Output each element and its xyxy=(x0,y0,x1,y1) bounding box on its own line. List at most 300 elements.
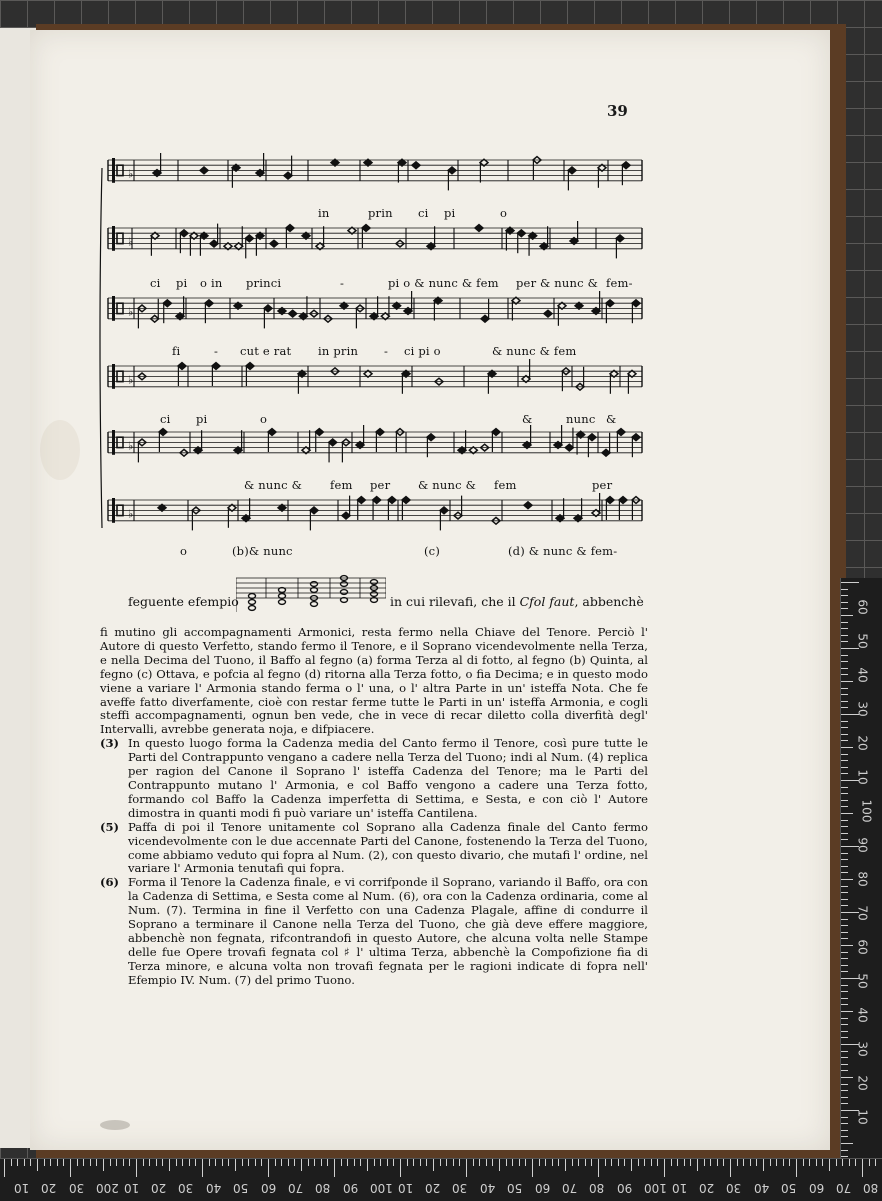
note-head xyxy=(448,167,456,174)
note-paragraph xyxy=(100,876,648,987)
ruler-tick xyxy=(836,1159,837,1166)
lyric-syllable: ci xyxy=(418,206,429,220)
ruler-tick xyxy=(704,1159,705,1166)
ruler-label: 70 xyxy=(856,905,870,920)
lyric-syllable: princi xyxy=(246,276,281,290)
ruler-tick xyxy=(162,1159,163,1166)
example-line xyxy=(128,586,658,626)
note-head xyxy=(617,429,625,436)
ruler-tick xyxy=(611,1159,612,1166)
lyric-syllable: - xyxy=(214,344,218,358)
ruler-label: 20 xyxy=(699,1181,714,1195)
ruler-tick xyxy=(841,668,848,669)
ruler-label: 10 xyxy=(672,1181,687,1195)
note-head xyxy=(565,444,573,451)
ruler-tick xyxy=(841,1090,848,1091)
ruler-tick xyxy=(743,1159,744,1166)
ruler-tick xyxy=(841,965,848,966)
ruler-tick xyxy=(677,1159,678,1166)
note-head xyxy=(619,497,627,504)
ruler-label: 10 xyxy=(14,1181,29,1195)
ruler-tick xyxy=(841,932,848,933)
note-text: In questo luogo forma la Cadenza media del Canto fermo il Tenore, così pure tutte le Parti del Contrappunto vengano a cadere nella Terza del Tuono; indi al Num. (4) replica per ragion del Canone il Soprano l' isteffa Cadenza del Tenore; ma le Parti del Contrappunto mutano l' Armonia, e col Baffo vengono a cadere una Terza fotto, formando col Baffo la Cadenza imperfetta di Settima, e Sesta, e con ciò l' Autore dimostra in quanti modi fi può variare un' isteffa Cantilena. xyxy=(128,736,648,820)
ruler-tick xyxy=(671,1159,672,1166)
ruler-tick xyxy=(110,1159,111,1166)
ruler-tick xyxy=(565,1159,566,1171)
note-head xyxy=(475,225,483,232)
ruler-tick xyxy=(841,839,848,840)
ruler-tick xyxy=(841,859,848,860)
note-head xyxy=(524,502,532,509)
ruler-tick xyxy=(841,872,848,873)
note-head xyxy=(481,315,489,322)
ruler-tick xyxy=(631,1159,632,1171)
note-number: (3) xyxy=(100,737,119,751)
flat-sign: ♭ xyxy=(128,508,133,521)
ruler-tick xyxy=(453,1159,454,1166)
ruler-tick xyxy=(156,1159,157,1166)
ruler-tick xyxy=(841,820,848,821)
ruler-tick xyxy=(209,1159,210,1166)
ruler-label: 100 xyxy=(644,1181,667,1195)
ruler-label: 20 xyxy=(425,1181,440,1195)
lyric-syllable: ci xyxy=(160,412,171,426)
ruler-tick xyxy=(37,1159,38,1171)
ruler-tick xyxy=(841,793,848,794)
ruler-tick xyxy=(841,1031,848,1032)
ruler-tick xyxy=(841,734,848,735)
ruler-tick xyxy=(638,1159,639,1166)
ruler-label: 50 xyxy=(507,1181,522,1195)
ruler-tick xyxy=(624,1159,625,1166)
clef-mark xyxy=(112,158,115,183)
lyric-syllable: cut e rat xyxy=(240,344,291,358)
ruler-tick xyxy=(841,674,848,675)
note-text: Paffa di poi il Tenore unitamente col Soprano alla Cadenza finale del Canto fermo vicendevolmente con le due accennate Parti del Canone, fostenendo la Terza del Tuono, come abbiamo veduto qui fopra al Num. (2), con questo divario, che mutafi l' ordine, nel variare l' Armonia tenutafi qui fopra. xyxy=(128,820,648,876)
ruler-tick xyxy=(90,1159,91,1166)
note-head xyxy=(284,172,292,179)
ruler-tick xyxy=(841,595,848,596)
ruler-tick xyxy=(268,1159,269,1177)
ruler-tick xyxy=(123,1159,124,1166)
ruler-tick xyxy=(841,727,848,728)
note-head xyxy=(246,363,254,370)
note-head xyxy=(427,434,435,441)
ruler-label: 50 xyxy=(233,1181,248,1195)
ruler-tick xyxy=(723,1159,724,1166)
ruler-tick xyxy=(143,1159,144,1166)
ruler-tick xyxy=(598,1159,599,1177)
lyric-syllable: (c) xyxy=(424,544,440,558)
ruler-tick xyxy=(841,1077,853,1078)
ruler-tick xyxy=(374,1159,375,1166)
ruler-tick xyxy=(841,1057,848,1058)
ruler-tick xyxy=(327,1159,328,1166)
ruler-label: 10 xyxy=(856,769,870,784)
ruler-tick xyxy=(737,1159,738,1166)
ruler-tick xyxy=(539,1159,540,1166)
ruler-label: 30 xyxy=(69,1181,84,1195)
ruler-tick xyxy=(129,1159,130,1166)
ruler-tick xyxy=(459,1159,460,1166)
lyric-syllable: & nunc & xyxy=(244,478,302,492)
ruler-tick xyxy=(149,1159,150,1166)
lyric-syllable: o xyxy=(260,412,267,426)
ruler-tick xyxy=(17,1159,18,1166)
ruler-tick xyxy=(684,1159,685,1166)
ruler-tick xyxy=(552,1159,553,1166)
ruler-label: 10 xyxy=(124,1181,139,1195)
lyric-syllable: per xyxy=(516,276,536,290)
ruler-label: 10 xyxy=(398,1181,413,1195)
ruler-tick xyxy=(103,1159,104,1171)
ruler-label: 60 xyxy=(856,939,870,954)
ruler-tick xyxy=(862,1159,863,1177)
ruler-tick xyxy=(841,622,848,623)
flat-sign: ♭ xyxy=(128,440,133,453)
ruler-tick xyxy=(281,1159,282,1166)
ruler-tick xyxy=(841,635,848,636)
ruler-label: 80 xyxy=(863,1181,878,1195)
ruler-tick xyxy=(314,1159,315,1166)
example-lead-text: feguente efempio xyxy=(128,594,239,609)
ruler-label: 20 xyxy=(151,1181,166,1195)
ruler-tick xyxy=(841,681,853,682)
ruler-tick xyxy=(750,1159,751,1166)
ruler-tick xyxy=(697,1159,698,1171)
ruler-label: 30 xyxy=(726,1181,741,1195)
ruler-tick xyxy=(347,1159,348,1166)
ruler-tick xyxy=(605,1159,606,1166)
ruler-tick xyxy=(841,1018,848,1019)
ruler-tick xyxy=(875,1159,876,1166)
ruler-tick xyxy=(756,1159,757,1166)
note-head xyxy=(440,507,448,514)
ruler-label: 70 xyxy=(288,1181,303,1195)
ruler-label: 90 xyxy=(343,1181,358,1195)
clef-mark xyxy=(112,364,115,389)
ruler-tick xyxy=(585,1159,586,1166)
ruler-tick xyxy=(466,1159,467,1177)
ruler-tick xyxy=(789,1159,790,1166)
ruler-tick xyxy=(354,1159,355,1166)
ruler-tick xyxy=(242,1159,243,1166)
note-head xyxy=(268,429,276,436)
ruler-tick xyxy=(572,1159,573,1166)
lyric-syllable: & nunc & xyxy=(540,276,598,290)
ruler-tick xyxy=(841,787,848,788)
system-brace xyxy=(100,168,102,528)
ruler-tick xyxy=(816,1159,817,1166)
ruler-tick xyxy=(393,1159,394,1166)
lyric-syllable: pi xyxy=(196,412,207,426)
note-head xyxy=(376,429,384,436)
ruler-tick xyxy=(841,655,848,656)
ruler-tick xyxy=(195,1159,196,1166)
ruler-tick xyxy=(525,1159,526,1166)
ruler-tick xyxy=(841,886,848,887)
ruler-tick xyxy=(841,688,848,689)
clef-mark xyxy=(112,498,115,523)
ruler-tick xyxy=(841,773,848,774)
flat-sign: ♭ xyxy=(128,306,133,319)
lyric-syllable: per xyxy=(370,478,390,492)
ruler-label: 20 xyxy=(856,735,870,750)
note-head xyxy=(606,300,614,307)
ruler-tick xyxy=(841,958,848,959)
lyric-syllable: o in xyxy=(200,276,222,290)
note-head xyxy=(286,225,294,232)
ruler-label: 40 xyxy=(480,1181,495,1195)
note-head xyxy=(412,162,420,169)
lyric-syllable: pi xyxy=(444,206,455,220)
ruler-tick xyxy=(321,1159,322,1166)
ruler-tick xyxy=(189,1159,190,1166)
ruler-tick xyxy=(717,1159,718,1166)
ruler-tick xyxy=(360,1159,361,1166)
ruler-tick xyxy=(841,608,848,609)
ruler-label: 60 xyxy=(809,1181,824,1195)
ruler-label: 70 xyxy=(836,1181,851,1195)
note-head xyxy=(329,439,337,446)
page-stain xyxy=(100,1120,130,1130)
notes-list xyxy=(100,737,648,987)
note-text: Forma il Tenore la Cadenza finale, e vi corrifponde il Soprano, variando il Baffo, ora con la Cadenza di Settima, e Sesta come al Num. (6), ora con la Cadenza ordinaria, come al Num. (7). Termina in fine il Verfetto con una Cadenza Plagale, affine di condurre il Soprano a terminare il Canone nella Terza del Tuono, che già deve effere maggiore, abbenchè non fegnata, rifcontrandofi in questo Autore, che alcuna volta nelle Stampe delle fue Opere trovafi fegnata col ♯ l' ultima Terza, abbenchè la Compofizione fia di Terza minore, e alcuna volta non trovafi fegnata per le ragioni indicate di fopra nell' Efempio IV. Num. (7) del primo Tuono. xyxy=(128,875,648,986)
ruler-tick xyxy=(841,1011,853,1012)
flat-sign: ♭ xyxy=(128,374,133,387)
ruler-label: 80 xyxy=(856,871,870,886)
ruler-tick xyxy=(841,760,848,761)
ruler-tick xyxy=(841,1143,853,1144)
ruler-label: 200 xyxy=(96,1181,119,1195)
note-head xyxy=(315,429,323,436)
ruler-tick xyxy=(822,1159,823,1166)
note-head xyxy=(632,434,640,441)
ruler-tick xyxy=(841,892,848,893)
ruler-tick xyxy=(532,1159,533,1177)
ruler-tick xyxy=(841,641,848,642)
lyric-syllable: fem- xyxy=(606,276,633,290)
ruler-label: 30 xyxy=(452,1181,467,1195)
lyric-syllable: ci pi o xyxy=(404,344,441,358)
note-head xyxy=(602,449,610,456)
ruler-tick xyxy=(690,1159,691,1166)
ruler-tick xyxy=(829,1159,830,1171)
ruler-label: 90 xyxy=(617,1181,632,1195)
ruler-tick xyxy=(841,879,853,880)
ruler-tick xyxy=(657,1159,658,1166)
ruler-label: 50 xyxy=(781,1181,796,1195)
ruler-tick xyxy=(841,1037,848,1038)
bottom-ruler xyxy=(0,1158,882,1201)
ruler-tick xyxy=(841,991,848,992)
ruler-tick xyxy=(176,1159,177,1166)
note-head xyxy=(159,429,167,436)
note-head xyxy=(264,305,272,312)
ruler-tick xyxy=(841,971,848,972)
ruler-tick xyxy=(400,1159,401,1177)
ruler-tick xyxy=(308,1159,309,1166)
lyric-syllable: in xyxy=(318,206,330,220)
ruler-tick xyxy=(841,813,853,814)
note-head xyxy=(362,225,370,232)
ruler-tick xyxy=(440,1159,441,1166)
note-paragraph xyxy=(100,737,648,820)
ruler-tick xyxy=(841,1004,848,1005)
ruler-tick xyxy=(235,1159,236,1171)
ruler-tick xyxy=(341,1159,342,1166)
ruler-tick xyxy=(228,1159,229,1166)
ruler-tick xyxy=(519,1159,520,1166)
ruler-tick xyxy=(841,1070,848,1071)
ruler-tick xyxy=(24,1159,25,1166)
ruler-label: 40 xyxy=(856,1007,870,1022)
ruler-tick xyxy=(841,1084,848,1085)
ruler-tick xyxy=(407,1159,408,1166)
ruler-tick xyxy=(841,582,859,583)
ruler-label: 30 xyxy=(178,1181,193,1195)
ruler-tick xyxy=(849,1159,850,1166)
ruler-tick xyxy=(841,1150,848,1151)
note-head xyxy=(210,240,218,247)
ruler-tick xyxy=(255,1159,256,1166)
ruler-tick xyxy=(545,1159,546,1166)
ruler-label: 40 xyxy=(856,667,870,682)
lyric-syllable: (d) & nunc & fem- xyxy=(508,544,617,558)
ruler-label: 30 xyxy=(856,1041,870,1056)
note-head xyxy=(544,310,552,317)
ruler-tick xyxy=(770,1159,771,1166)
ruler-tick xyxy=(841,701,848,702)
ruler-tick xyxy=(96,1159,97,1166)
ruler-tick xyxy=(512,1159,513,1166)
ruler-tick xyxy=(796,1159,797,1177)
ruler-tick xyxy=(63,1159,64,1166)
note-head xyxy=(388,497,396,504)
ruler-tick xyxy=(288,1159,289,1166)
ruler-label: 20 xyxy=(41,1181,56,1195)
note-head xyxy=(289,310,297,317)
lyric-syllable: nunc xyxy=(566,412,595,426)
flat-sign: ♭ xyxy=(128,236,133,249)
ruler-tick xyxy=(730,1159,731,1177)
ruler-tick xyxy=(841,754,848,755)
lyric-syllable: prin xyxy=(368,206,393,220)
ruler-label: 50 xyxy=(856,973,870,988)
ruler-tick xyxy=(261,1159,262,1166)
ruler-tick xyxy=(499,1159,500,1171)
ruler-tick xyxy=(387,1159,388,1166)
note-head xyxy=(588,434,596,441)
lyric-syllable: fem xyxy=(494,478,517,492)
ruler-tick xyxy=(57,1159,58,1166)
ruler-tick xyxy=(841,899,848,900)
ruler-tick xyxy=(841,952,848,953)
clef-mark xyxy=(112,430,115,455)
lyric-syllable: - xyxy=(384,344,388,358)
note-number: (6) xyxy=(100,876,119,890)
ruler-label: 60 xyxy=(261,1181,276,1195)
ruler-tick xyxy=(446,1159,447,1166)
note-head xyxy=(622,162,630,169)
ruler-tick xyxy=(841,767,848,768)
intro-paragraph: fi mutino gli accompagnamenti Armonici, resta fermo nella Chiave del Tenore. Perciò l' Autore di questo Verfetto, stando fermo il Tenore, e il Soprano vicendevolmente nella Terza, e nella Decima del Tuono, il Baffo al fegno (a) forma Terza al di fotto, al fegno (b) Quinta, al fegno (c) Ottava, e pofcia al fegno (d) ritorna alla Terza fotto, o fia Decima; e in questo modo viene a variare l' Armonia stando ferma o l' una, o l' altra Parte in un' isteffa Nota. Che fe aveffe fatto diverfamente, cioè con restar ferme tutte le Parti in un' isteffa Armonia, e cogli steffi accompagnamenti, ognun ben vede, che in vece di recar diletto colla diverfità degl' Intervalli, avrebbe generata noja, e difpiacere. xyxy=(100,626,648,737)
note-head xyxy=(310,507,318,514)
ruler-tick xyxy=(841,1051,848,1052)
ruler-tick xyxy=(644,1159,645,1166)
ruler-tick xyxy=(841,826,848,827)
ruler-tick xyxy=(841,1097,848,1098)
ruler-tick xyxy=(426,1159,427,1166)
lyric-syllable: pi o & nunc & fem xyxy=(388,276,499,290)
ruler-tick xyxy=(855,1159,856,1166)
ruler-tick xyxy=(182,1159,183,1166)
ruler-tick xyxy=(44,1159,45,1166)
ruler-tick xyxy=(380,1159,381,1166)
ruler-label: 90 xyxy=(856,837,870,852)
ruler-label: 70 xyxy=(562,1181,577,1195)
ruler-tick xyxy=(413,1159,414,1166)
ruler-tick xyxy=(301,1159,302,1171)
flat-sign: ♭ xyxy=(128,168,133,181)
ruler-tick xyxy=(83,1159,84,1166)
ruler-tick xyxy=(479,1159,480,1166)
ruler-tick xyxy=(486,1159,487,1166)
ruler-tick xyxy=(841,1156,848,1157)
ruler-tick xyxy=(77,1159,78,1166)
ruler-tick xyxy=(506,1159,507,1166)
note-head xyxy=(568,167,576,174)
ruler-tick xyxy=(70,1159,71,1177)
ruler-tick xyxy=(841,1064,848,1065)
lyric-syllable: & nunc & xyxy=(418,478,476,492)
ruler-tick xyxy=(664,1159,665,1177)
ruler-tick xyxy=(591,1159,592,1166)
lyric-syllable: ci xyxy=(150,276,161,290)
note-head xyxy=(163,300,171,307)
lyric-syllable: & nunc & fem xyxy=(492,344,576,358)
ruler-tick xyxy=(841,919,848,920)
lyric-syllable: in prin xyxy=(318,344,358,358)
ruler-label: 60 xyxy=(535,1181,550,1195)
ruler-tick xyxy=(275,1159,276,1166)
ruler-tick xyxy=(841,1130,848,1131)
note-head xyxy=(245,235,253,242)
ruler-tick xyxy=(841,628,848,629)
ruler-tick xyxy=(248,1159,249,1166)
ruler-tick xyxy=(841,998,848,999)
ruler-tick xyxy=(841,925,848,926)
ruler-tick xyxy=(841,833,848,834)
ruler-tick xyxy=(367,1159,368,1171)
ruler-tick xyxy=(334,1159,335,1177)
page-stain xyxy=(40,420,80,480)
ruler-tick xyxy=(841,800,848,801)
ruler-tick xyxy=(841,615,853,616)
note-head xyxy=(342,512,350,519)
ruler-tick xyxy=(841,1103,848,1104)
lyric-syllable: o xyxy=(500,206,507,220)
ruler-tick xyxy=(222,1159,223,1166)
ruler-tick xyxy=(841,938,848,939)
ruler-tick xyxy=(202,1159,203,1177)
ruler-tick xyxy=(803,1159,804,1166)
ruler-label: 30 xyxy=(856,701,870,716)
ruler-tick xyxy=(710,1159,711,1166)
note-head xyxy=(200,167,208,174)
note-head xyxy=(178,363,186,370)
ruler-tick xyxy=(763,1159,764,1171)
